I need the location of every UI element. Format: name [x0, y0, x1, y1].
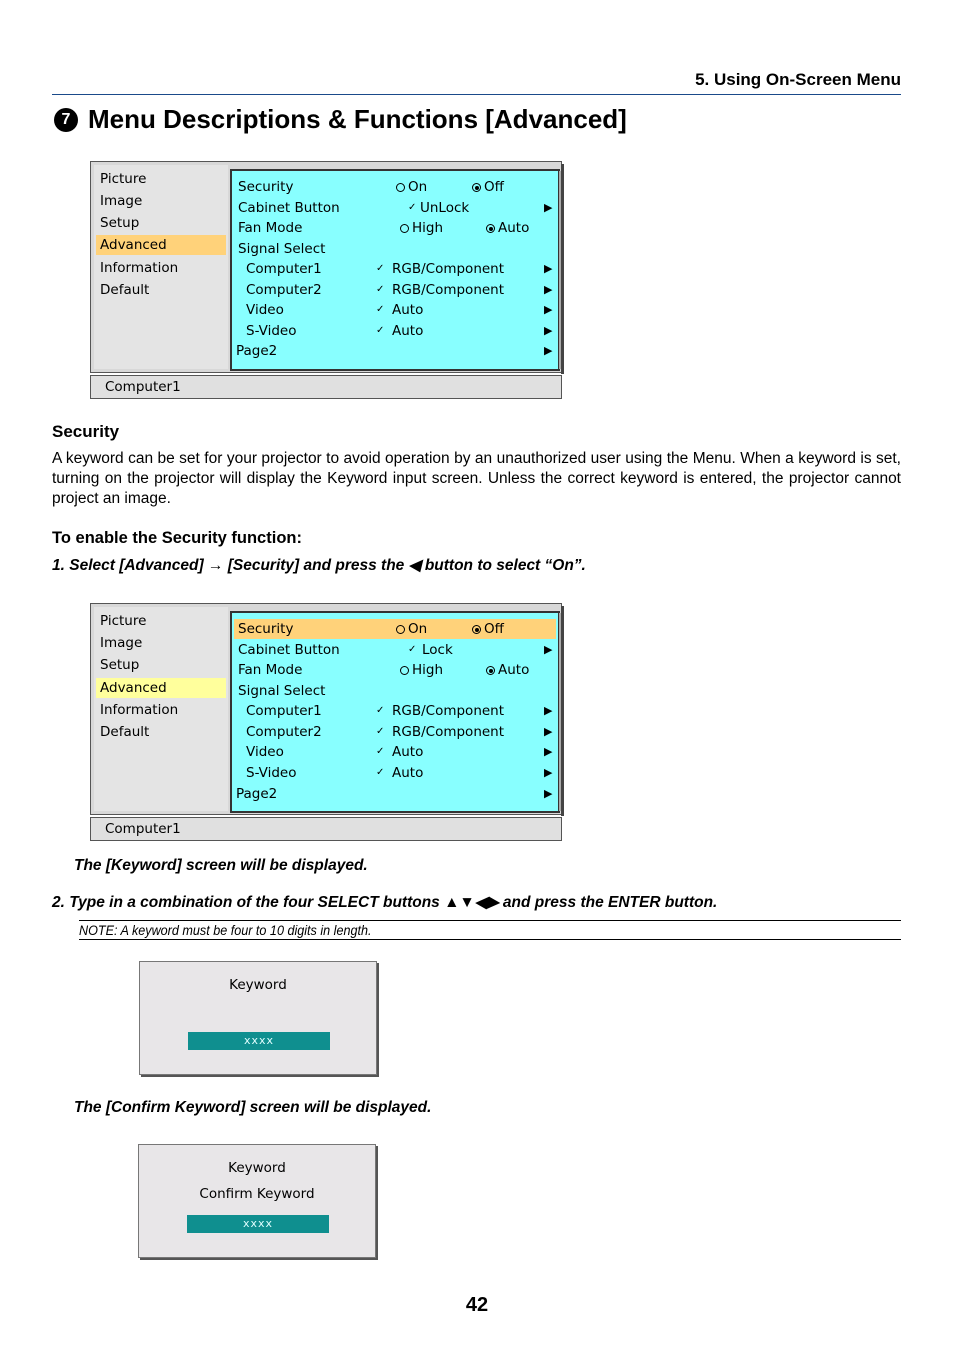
keyword-label: Keyword	[229, 977, 287, 993]
row-value: RGB/Component	[392, 282, 505, 298]
check-icon: ✓	[376, 304, 385, 315]
row-signal-select	[236, 239, 556, 259]
row-computer2[interactable]	[236, 280, 556, 300]
keyword-label: Keyword	[228, 1160, 286, 1176]
row-cabinet-button[interactable]	[236, 198, 556, 218]
osd-main-menu	[94, 165, 228, 369]
row-value: Auto	[392, 323, 424, 339]
arrow-right-icon: ▶	[544, 344, 553, 357]
row-label: S-Video	[246, 765, 297, 781]
check-icon: ✓	[376, 705, 385, 716]
step-2: 2. Type in a combination of the four SELECT buttons ▲▼◀▶ and press the ENTER button.	[52, 894, 718, 911]
row-cabinet-button[interactable]	[236, 640, 556, 660]
row-label: Video	[246, 744, 284, 760]
keyword-screen-note: The [Keyword] screen will be displayed.	[74, 857, 368, 874]
osd-submenu	[230, 611, 560, 813]
confirm-keyword-dialog	[138, 1144, 376, 1258]
row-fan-mode[interactable]	[236, 218, 556, 238]
radio-auto[interactable]: Auto	[486, 218, 529, 238]
arrow-right-icon: ▶	[544, 787, 553, 800]
check-icon: ✓	[408, 644, 417, 655]
row-label: Fan Mode	[238, 662, 303, 678]
row-value: RGB/Component	[392, 703, 505, 719]
radio-off[interactable]: Off	[472, 619, 504, 639]
menu-item-default[interactable]: Default	[100, 724, 150, 740]
radio-off-icon	[396, 183, 405, 192]
header-rule	[52, 94, 901, 95]
check-icon: ✓	[376, 325, 385, 336]
osd-submenu	[230, 169, 560, 371]
row-value: Lock	[422, 642, 453, 658]
row-label: Cabinet Button	[238, 200, 340, 216]
radio-off-icon	[400, 666, 409, 675]
row-signal-select	[236, 681, 556, 701]
arrow-right-icon: ▶	[544, 643, 553, 656]
keyword-input[interactable]: xxxx	[188, 1032, 330, 1050]
confirm-keyword-label: Confirm Keyword	[199, 1186, 315, 1202]
row-video[interactable]	[236, 300, 556, 320]
row-page2[interactable]	[236, 341, 556, 361]
check-icon: ✓	[376, 263, 385, 274]
row-label: S-Video	[246, 323, 297, 339]
menu-item-image[interactable]: Image	[100, 193, 143, 209]
keyword-dialog	[139, 961, 377, 1075]
radio-high[interactable]: High	[400, 218, 443, 238]
row-label: Video	[246, 302, 284, 318]
menu-item-advanced[interactable]: Advanced	[96, 235, 226, 255]
osd-menu-security-selected	[90, 603, 562, 841]
osd-menu-advanced	[90, 161, 562, 399]
row-label: Computer2	[246, 724, 322, 740]
step-1: 1. Select [Advanced] → [Security] and press the ◀ button to select “On”.	[52, 557, 586, 574]
arrow-right-icon: ▶	[544, 201, 553, 214]
arrow-right-icon: ▶	[544, 704, 553, 717]
row-value: RGB/Component	[392, 724, 505, 740]
page-title-text: Menu Descriptions & Functions [Advanced]	[88, 104, 627, 134]
row-label: Computer1	[246, 703, 322, 719]
arrow-right-icon: ▶	[544, 324, 553, 337]
row-label: Page2	[236, 786, 278, 802]
arrow-right-icon: ▶	[544, 745, 553, 758]
row-s-video[interactable]	[236, 763, 556, 783]
arrow-right-icon: ▶	[544, 766, 553, 779]
radio-selected-icon	[472, 625, 481, 634]
row-computer1[interactable]	[236, 701, 556, 721]
radio-high[interactable]: High	[400, 660, 443, 680]
menu-item-picture[interactable]: Picture	[100, 613, 147, 629]
radio-off-icon	[396, 625, 405, 634]
osd-status-bar: Computer1	[90, 375, 562, 399]
check-icon: ✓	[376, 767, 385, 778]
menu-item-information[interactable]: Information	[100, 702, 179, 718]
row-computer1[interactable]	[236, 259, 556, 279]
security-description: A keyword can be set for your projector to avoid operation by an unauthorized user using the Menu. When a keyword is set, turning on the projector will display the Keyword input screen. Unless the correct keyword is entered, the projector cannot project an image.	[52, 450, 901, 507]
row-s-video[interactable]	[236, 321, 556, 341]
page-title	[52, 104, 627, 135]
row-label: Cabinet Button	[238, 642, 340, 658]
check-icon: ✓	[408, 202, 417, 213]
section-header: 5. Using On-Screen Menu	[695, 70, 901, 89]
check-icon: ✓	[376, 746, 385, 757]
confirm-keyword-input[interactable]: xxxx	[187, 1215, 329, 1233]
menu-item-picture[interactable]: Picture	[100, 171, 147, 187]
confirm-screen-note: The [Confirm Keyword] screen will be displayed.	[74, 1099, 432, 1116]
page-number: 42	[465, 1294, 489, 1316]
row-label: Signal Select	[238, 683, 326, 699]
osd-main-menu	[94, 607, 228, 811]
menu-item-setup[interactable]: Setup	[100, 657, 140, 673]
menu-item-setup[interactable]: Setup	[100, 215, 140, 231]
note: NOTE: A keyword must be four to 10 digits in length.	[79, 920, 901, 940]
row-value: Auto	[392, 302, 424, 318]
row-label: Page2	[236, 343, 278, 359]
row-value: RGB/Component	[392, 261, 505, 277]
osd-status-bar: Computer1	[90, 817, 562, 841]
row-value: Auto	[392, 765, 424, 781]
row-security[interactable]	[234, 619, 556, 639]
row-label: Security	[238, 621, 294, 637]
row-label: Computer2	[246, 282, 322, 298]
check-icon: ✓	[376, 726, 385, 737]
row-fan-mode[interactable]	[236, 660, 556, 680]
radio-selected-icon	[486, 666, 495, 675]
row-label: Computer1	[246, 261, 322, 277]
menu-item-advanced[interactable]: Advanced	[96, 678, 226, 698]
radio-off-icon	[400, 224, 409, 233]
row-label: Fan Mode	[238, 220, 303, 236]
arrow-right-icon: ▶	[544, 262, 553, 275]
row-video[interactable]	[236, 742, 556, 762]
security-heading: Security	[52, 422, 120, 441]
arrow-right-icon: ▶	[544, 303, 553, 316]
enable-security-heading: To enable the Security function:	[52, 529, 302, 547]
radio-on[interactable]: On	[396, 619, 427, 639]
row-value: UnLock	[420, 200, 470, 216]
row-label: Signal Select	[238, 241, 326, 257]
row-label: Security	[238, 179, 294, 195]
radio-off[interactable]: Off	[472, 177, 504, 197]
row-security[interactable]	[236, 177, 556, 197]
check-icon: ✓	[376, 284, 385, 295]
radio-auto[interactable]: Auto	[486, 660, 529, 680]
radio-on[interactable]: On	[396, 177, 427, 197]
step-number-badge: 7	[54, 108, 78, 132]
row-value: Auto	[392, 744, 424, 760]
menu-item-default[interactable]: Default	[100, 282, 150, 298]
radio-selected-icon	[486, 224, 495, 233]
menu-item-information[interactable]: Information	[100, 260, 179, 276]
radio-selected-icon	[472, 183, 481, 192]
menu-item-image[interactable]: Image	[100, 635, 143, 651]
arrow-right-icon: ▶	[544, 283, 553, 296]
arrow-right-icon: ▶	[544, 725, 553, 738]
row-page2[interactable]	[236, 784, 556, 804]
row-computer2[interactable]	[236, 722, 556, 742]
